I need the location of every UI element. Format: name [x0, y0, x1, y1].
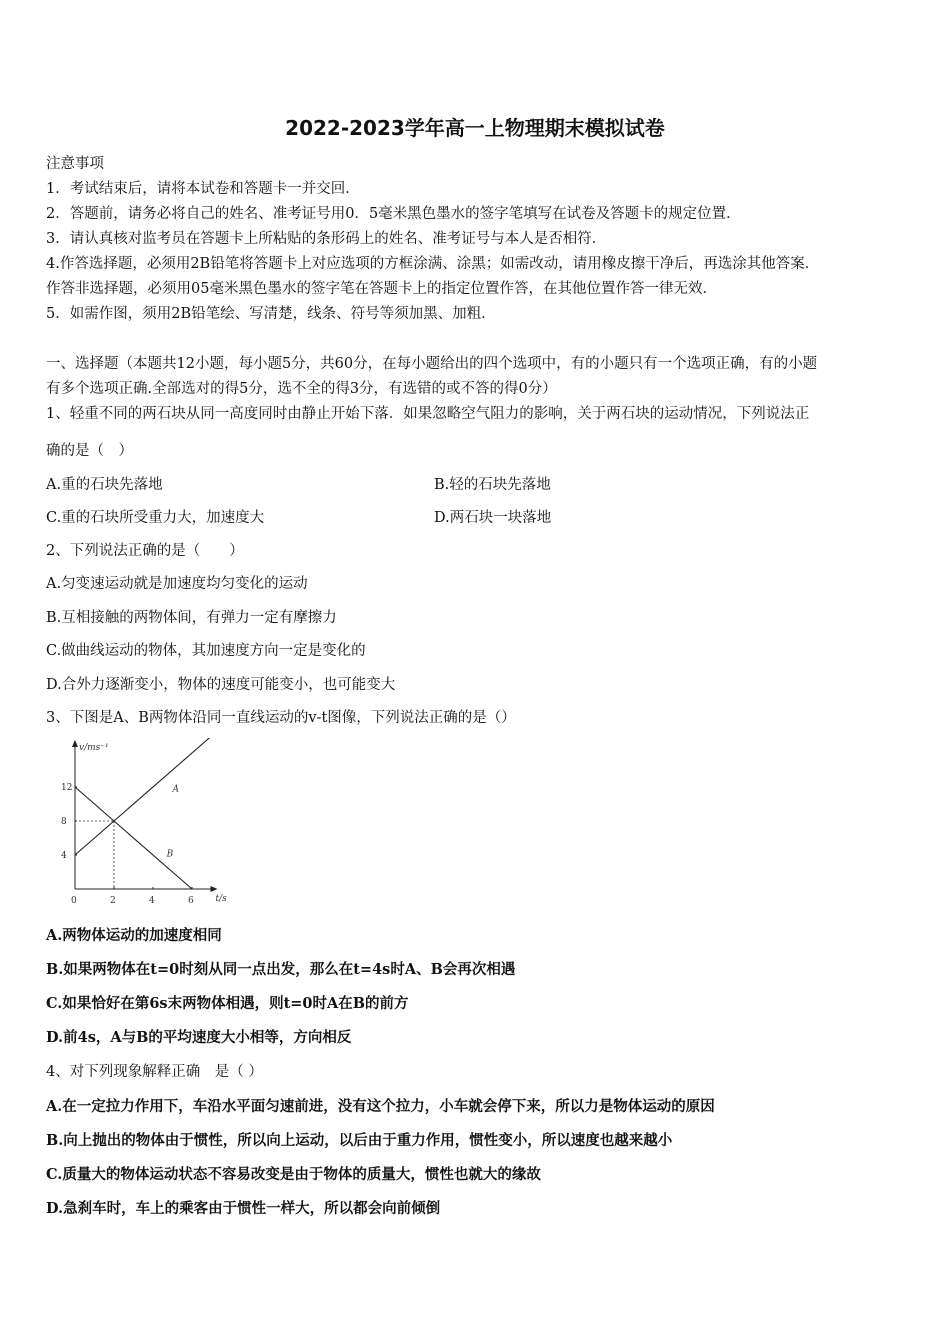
question-2-option-a: A.匀变速运动就是加速度均匀变化的运动 — [46, 576, 308, 592]
y-tick-label: 4 — [61, 851, 67, 861]
notice-item: 2．答题前，请务必将自己的姓名、准考证号用0．5毫米黑色墨水的签字笔填写在试卷及答题卡的规定位置． — [46, 206, 741, 222]
question-4-option-c: C.质量大的物体运动状态不容易改变是由于物体的质量大，惯性也就大的缘故 — [46, 1166, 541, 1183]
question-2-option-c: C.做曲线运动的物体，其加速度方向一定是变化的 — [46, 643, 366, 659]
series-line-b — [75, 787, 192, 889]
question-4-stem: 4、对下列现象解释正确 是（ ） — [46, 1064, 263, 1080]
x-axis-label: t/s — [215, 894, 227, 904]
notice-heading: 注意事项 — [46, 156, 104, 172]
question-3-option-d: D.前4s，A与B的平均速度大小相等，方向相反 — [46, 1029, 352, 1046]
section-heading: 有多个选项正确.全部选对的得5分，选不全的得3分，有选错的或不答的得0分） — [46, 381, 557, 397]
question-2-stem: 2、下列说法正确的是（ ） — [46, 543, 244, 559]
y-axis-label: v/ms⁻¹ — [79, 743, 109, 753]
x-tick-label: 6 — [188, 896, 194, 906]
notice-item: 3．请认真核对监考员在答题卡上所粘贴的条形码上的姓名、准考证号与本人是否相符． — [46, 231, 607, 247]
x-tick-label: 2 — [110, 896, 116, 906]
notice-item: 作答非选择题，必须用05毫米黑色墨水的签字笔在答题卡上的指定位置作答，在其他位置作答一律无效． — [46, 281, 717, 297]
question-1-option-b: B.轻的石块先落地 — [434, 477, 551, 493]
question-1-option-c: C.重的石块所受重力大，加速度大 — [46, 510, 265, 526]
series-line-a — [75, 738, 212, 855]
question-1-stem: 确的是（ ） — [46, 443, 133, 459]
y-tick-label: 8 — [61, 817, 67, 827]
question-1-option-d: D.两石块一块落地 — [434, 510, 552, 526]
series-label-b: B — [166, 849, 174, 860]
question-2-option-b: B.互相接触的两物体间，有弹力一定有摩擦力 — [46, 610, 337, 626]
notice-item: 4.作答选择题，必须用2B铅笔将答题卡上对应选项的方框涂满、涂黑；如需改动，请用橡皮擦干净后，再选涂其他答案． — [46, 256, 820, 272]
page-title: 2022-2023学年高一上物理期末模拟试卷 — [285, 116, 665, 140]
y-axis-arrow — [72, 740, 78, 747]
question-4-option-a: A.在一定拉力作用下，车沿水平面匀速前进，没有这个拉力，小车就会停下来，所以力是物体运动的原因 — [46, 1098, 715, 1115]
question-4-option-d: D.急刹车时，车上的乘客由于惯性一样大，所以都会向前倾倒 — [46, 1200, 441, 1217]
question-3-option-c: C.如果恰好在第6s末两物体相遇，则t=0时A在B的前方 — [46, 995, 409, 1012]
question-3-option-a: A.两物体运动的加速度相同 — [46, 927, 222, 944]
x-tick-label: 4 — [149, 896, 155, 906]
section-heading: 一、选择题（本题共12小题，每小题5分，共60分，在每小题给出的四个选项中，有的小题只有一个选项正确，有的小题 — [46, 356, 818, 372]
question-3-stem: 3、下图是A、B两物体沿同一直线运动的v-t图像，下列说法正确的是（） — [46, 710, 516, 726]
x-tick-label: 0 — [71, 896, 77, 906]
question-4-option-b: B.向上抛出的物体由于惯性，所以向上运动，以后由于重力作用，惯性变小，所以速度也越来越小 — [46, 1132, 673, 1149]
question-3-option-b: B.如果两物体在t=0时刻从同一点出发，那么在t=4s时A、B会再次相遇 — [46, 961, 516, 978]
notice-item: 1．考试结束后，请将本试卷和答题卡一并交回． — [46, 181, 360, 197]
x-axis-arrow — [211, 886, 218, 892]
question-1-option-a: A.重的石块先落地 — [46, 477, 163, 493]
y-tick-label: 12 — [61, 783, 73, 793]
question-1-stem: 1、轻重不同的两石块从同一高度同时由静止开始下落．如果忽略空气阻力的影响，关于两石块的运动情况，下列说法正 — [46, 406, 810, 422]
series-label-a: A — [172, 784, 179, 795]
notice-item: 5．如需作图，须用2B铅笔绘、写清楚，线条、符号等须加黑、加粗． — [46, 306, 496, 322]
vt-graph — [58, 738, 238, 908]
question-2-option-d: D.合外力逐渐变小，物体的速度可能变小，也可能变大 — [46, 677, 396, 693]
